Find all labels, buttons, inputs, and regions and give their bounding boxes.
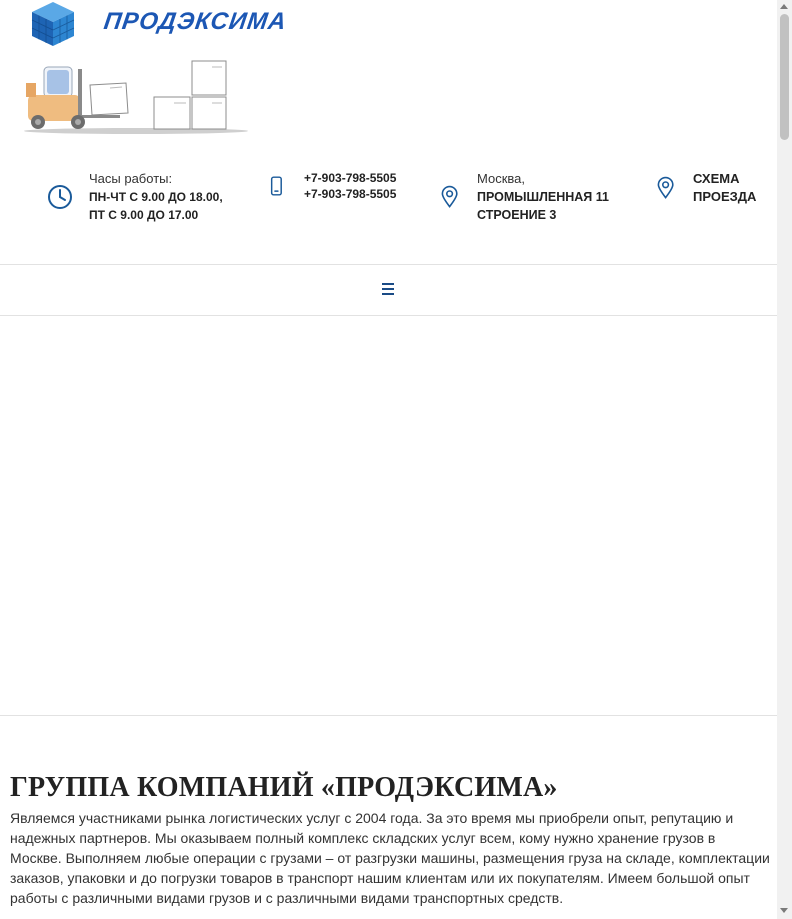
route-map-link[interactable] [656,170,756,206]
hamburger-menu-icon[interactable] [382,283,394,295]
address-line-1: ПРОМЫШЛЕННАЯ 11 [477,190,609,204]
route-line-2: ПРОЕЗДА [693,189,757,204]
forklift-illustration [24,55,250,135]
hours-line-1: ПН-ЧТ С 9.00 ДО 18.00, [89,190,223,204]
main-nav [0,264,777,316]
hours-line-2: ПТ С 9.00 ДО 17.00 [89,208,199,222]
phone-2[interactable]: +7-903-798-5505 [304,187,397,201]
address [440,170,609,224]
hero-banner [0,315,777,716]
logo-text: ПРОДЭКСИМА [102,8,289,35]
route-line-1: СХЕМА [693,171,740,186]
site-logo[interactable] [24,0,289,135]
location-pin-icon [440,182,464,212]
phones [268,170,396,202]
clock-icon [47,182,77,212]
address-city: Москва, [477,171,525,186]
scroll-up-arrow-icon[interactable] [780,4,788,9]
phone-1[interactable]: +7-903-798-5505 [304,171,397,185]
location-pin-icon [656,173,680,203]
logo-cube-icon [28,0,78,48]
hours-label: Часы работы: [89,171,173,186]
scroll-down-arrow-icon[interactable] [780,908,788,913]
page-title: ГРУППА КОМПАНИЙ «ПРОДЭКСИМА» [10,772,558,803]
scrollbar-thumb[interactable] [780,14,789,140]
working-hours [47,170,223,224]
phone-icon [268,171,290,201]
about-text: Являемся участниками рынка логистических услуг с 2004 года. За это время мы приобрели опыт, репутацию и надежных партнеров. Мы оказываем полный комплекс складских услуг всем, кому нужно хранение грузов в Москве. Выполняем любые операции с грузами – от разгрузки машины, размещения груза на складе, комплектации заказов, упаковки и до погрузки товаров в транспорт нашим клиентам или их покупателям. Имеем большой опыт работы с различными видами грузов и с различными видами транспортных средств. [10,810,770,906]
vertical-scrollbar[interactable] [777,0,792,919]
address-line-2: СТРОЕНИЕ 3 [477,208,557,222]
